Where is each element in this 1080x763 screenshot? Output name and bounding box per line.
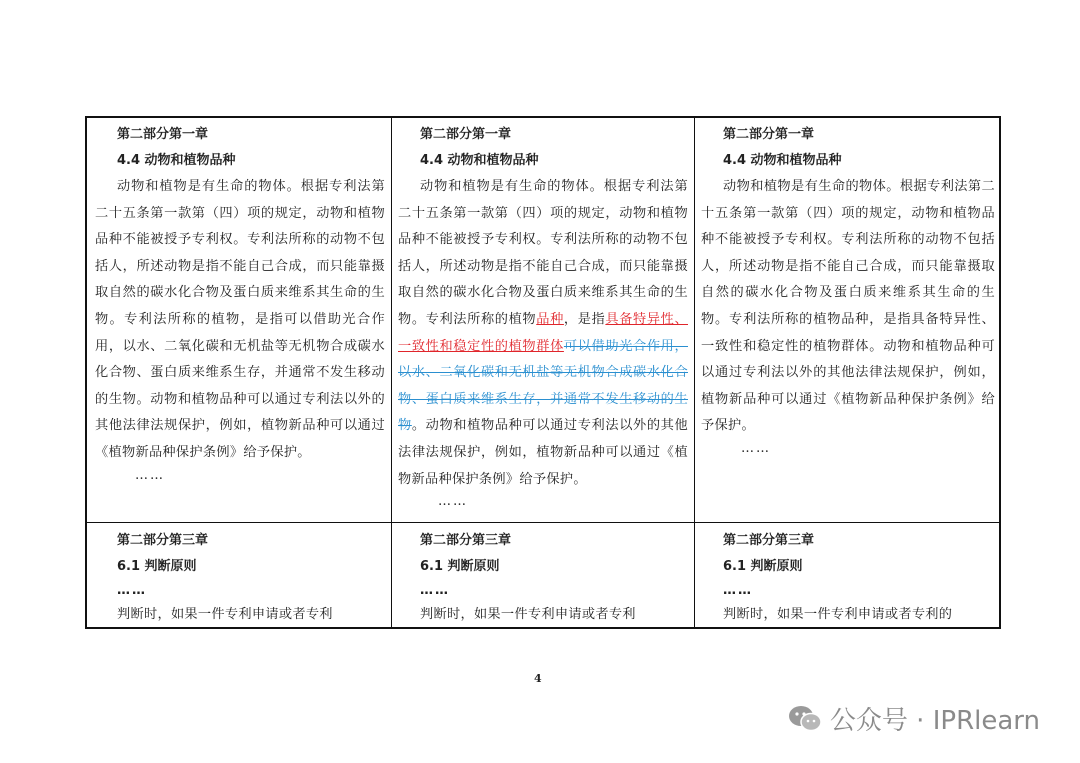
paragraph-text: 动物和植物是有生命的物体。根据专利法第二十五条第一款第（四）项的规定，动物和植物品种不能被授予专利权。专利法所称的动物不包括人，所述动物是指不能自己合成，而只能靠摄取自然的碳水化合物及蛋白质来维系其生命的生物。专利法所称的植物 — [398, 179, 688, 327]
watermark — [788, 700, 1040, 737]
paragraph: 判断时，如果一件专利申请或者专利的 — [723, 607, 953, 622]
section-heading: 第二部分第三章 — [420, 533, 512, 548]
section-heading: 第二部分第一章 — [723, 127, 815, 142]
column-divider-1 — [391, 118, 392, 627]
cell-revision-marked-4-4 — [398, 122, 688, 520]
subheading: 6.1 判断原则 — [420, 559, 500, 574]
subheading: 4.4 动物和植物品种 — [723, 153, 842, 168]
page-number: 4 — [534, 672, 542, 685]
subheading: 6.1 判断原则 — [117, 559, 197, 574]
ellipsis: …… — [438, 494, 468, 510]
paragraph: 判断时，如果一件专利申请或者专利 — [420, 607, 636, 622]
paragraph — [701, 174, 995, 440]
section-heading: 第二部分第一章 — [117, 127, 209, 142]
ellipsis: …… — [135, 467, 165, 483]
cell-original-4-4 — [95, 122, 385, 520]
cell-revision-marked-6-1 — [398, 528, 688, 627]
subheading: 4.4 动物和植物品种 — [117, 153, 236, 168]
paragraph-text: 。动物和植物品种可以通过专利法以外的其他法律法规保护，例如，植物新品种可以通过《植物新品种保护条例》给予保护。 — [398, 418, 688, 487]
paragraph-text: ，是指 — [563, 311, 606, 327]
ellipsis: …… — [723, 583, 753, 598]
watermark-text: 公众号 · IPRlearn — [829, 706, 1040, 736]
section-heading: 第二部分第一章 — [420, 127, 512, 142]
subheading: 6.1 判断原则 — [723, 559, 803, 574]
cell-revised-4-4 — [701, 122, 995, 520]
section-heading: 第二部分第三章 — [117, 533, 209, 548]
ellipsis: …… — [741, 440, 771, 456]
paragraph — [398, 174, 688, 493]
inserted-text: 具备特异性、一致性和稳定性的植物群体 — [398, 311, 688, 354]
cell-original-6-1 — [95, 528, 385, 627]
subheading: 4.4 动物和植物品种 — [420, 153, 539, 168]
paragraph-text: 动物和植物是有生命的物体。根据专利法第二十五条第一款第（四）项的规定，动物和植物品种不能被授予专利权。专利法所称的动物不包括人，所述动物是指不能自己合成，而只能靠摄取自然的碳水化合物及蛋白质来维系其生命的生物。专利法所称的植物，是指可以借助光合作用，以水、二氧化碳和无机盐等无机物合成碳水化合物、蛋白质来维系生存，并通常不发生移动的生物。动物和植物品种可以通过专利法以外的其他法律法规保护，例如，植物新品种可以通过《植物新品种保护条例》给予保护。 — [95, 179, 385, 460]
paragraph — [95, 174, 385, 467]
paragraph: 判断时，如果一件专利申请或者专利 — [117, 607, 333, 622]
cell-revised-6-1 — [701, 528, 995, 627]
comparison-table — [85, 116, 1001, 629]
paragraph-text: 动物和植物是有生命的物体。根据专利法第二十五条第一款第（四）项的规定，动物和植物品种不能被授予专利权。专利法所称的动物不包括人，所述动物是指不能自己合成，而只能靠摄取自然的碳水化合物及蛋白质来维系其生命的生物。专利法所称的植物品种，是指具备特异性、一致性和稳定性的植物群体。动物和植物品种可以通过专利法以外的其他法律法规保护，例如，植物新品种可以通过《植物新品种保护条例》给予保护。 — [701, 179, 995, 434]
ellipsis: …… — [117, 583, 147, 598]
wechat-icon — [788, 705, 822, 733]
deleted-text: 可以借助光合作用，以水、二氧化碳和无机盐等无机物合成碳水化合物、蛋白质来维系生存，并通常不发生移动的生物 — [398, 338, 688, 434]
row-divider — [87, 522, 999, 523]
column-divider-2 — [694, 118, 695, 627]
inserted-text: 品种 — [536, 311, 564, 327]
ellipsis: …… — [420, 583, 450, 598]
section-heading: 第二部分第三章 — [723, 533, 815, 548]
